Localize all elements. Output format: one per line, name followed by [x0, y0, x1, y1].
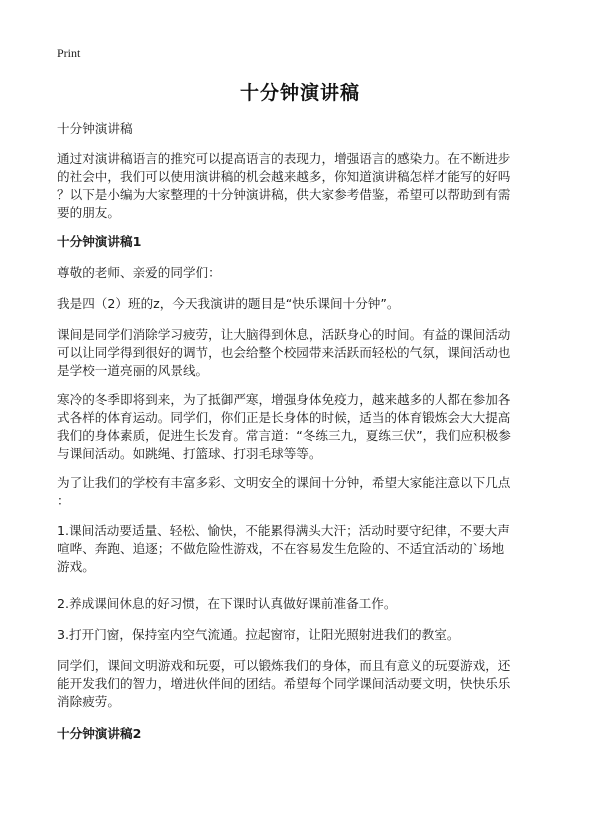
paragraph-3	[57, 474, 547, 510]
text-line: 式各样的体育运动。同学们，你们正是长身体的时候，适当的体育锻炼会大大提高	[57, 410, 511, 425]
paragraph-2	[57, 391, 547, 463]
text-line: ？以下是小编为大家整理的十分钟演讲稿，供大家参考借鉴，希望可以帮助到有需	[57, 187, 511, 202]
greeting: 尊敬的老师、亲爱的同学们：	[57, 265, 221, 280]
text-line: 我们的身体素质，促进生长发育。常言道：“冬练三九，夏练三伏”，我们应积极参	[57, 428, 511, 443]
list-item-1	[57, 522, 547, 576]
page-title: 十分钟演讲稿	[239, 82, 360, 104]
list-item-2: 2.养成课间休息的好习惯，在下课时认真做好课前准备工作。	[57, 596, 397, 611]
self-intro: 我是四（2）班的z，今天我演讲的题目是“快乐课间十分钟”。	[57, 296, 400, 311]
list-item-3: 3.打开门窗，保持室内空气流通。拉起窗帘，让阳光照射进我们的教室。	[57, 627, 460, 642]
print-link[interactable]: Print	[57, 46, 81, 60]
text-line: ：	[57, 493, 70, 508]
text-line: 为了让我们的学校有丰富多彩、文明安全的课间十分钟，希望大家能注意以下几点	[57, 475, 511, 490]
text-line: 游戏。	[57, 559, 95, 574]
text-line: 消除疲劳。	[57, 694, 120, 709]
text-line: 的社会中，我们可以使用演讲稿的机会越来越多，你知道演讲稿怎样才能写的好吗	[57, 169, 511, 184]
text-line: 通过对演讲稿语言的推究可以提高语言的表现力，增强语言的感染力。在不断进步	[57, 151, 511, 166]
text-line: 可以让同学得到很好的调节，也会给整个校园带来活跃而轻松的气氛，课间活动也	[57, 345, 511, 360]
text-line: 是学校一道亮丽的风景线。	[57, 363, 209, 378]
subtitle: 十分钟演讲稿	[57, 121, 133, 136]
text-line: 课间是同学们消除学习疲劳，让大脑得到休息，活跃身心的时间。有益的课间活动	[57, 327, 511, 342]
text-line: 喧哗、奔跑、追逐；不做危险性游戏，不在容易发生危险的、不适宜活动的`场地	[57, 541, 505, 556]
text-line: 与课间活动。如跳绳、打篮球、打羽毛球等等。	[57, 446, 322, 461]
text-line: 寒冷的冬季即将到来，为了抵御严寒，增强身体免疫力，越来越多的人都在参加各	[57, 392, 511, 407]
paragraph-4	[57, 657, 547, 711]
text-line: 1.课间活动要适量、轻松、愉快，不能累得满头大汗；活动时要守纪律，不要大声	[57, 523, 510, 538]
text-line: 同学们，课间文明游戏和玩耍，可以锻炼我们的身体，而且有意义的玩耍游戏，还	[57, 658, 511, 673]
paragraph-1	[57, 326, 547, 380]
section-heading-2: 十分钟演讲稿2	[57, 726, 142, 741]
intro-paragraph	[57, 150, 547, 222]
text-line: 能开发我们的智力，增进伙伴间的团结。希望每个同学课间活动要文明，快快乐乐	[57, 676, 511, 691]
section-heading-1: 十分钟演讲稿1	[57, 234, 142, 249]
text-line: 要的朋友。	[57, 205, 120, 220]
